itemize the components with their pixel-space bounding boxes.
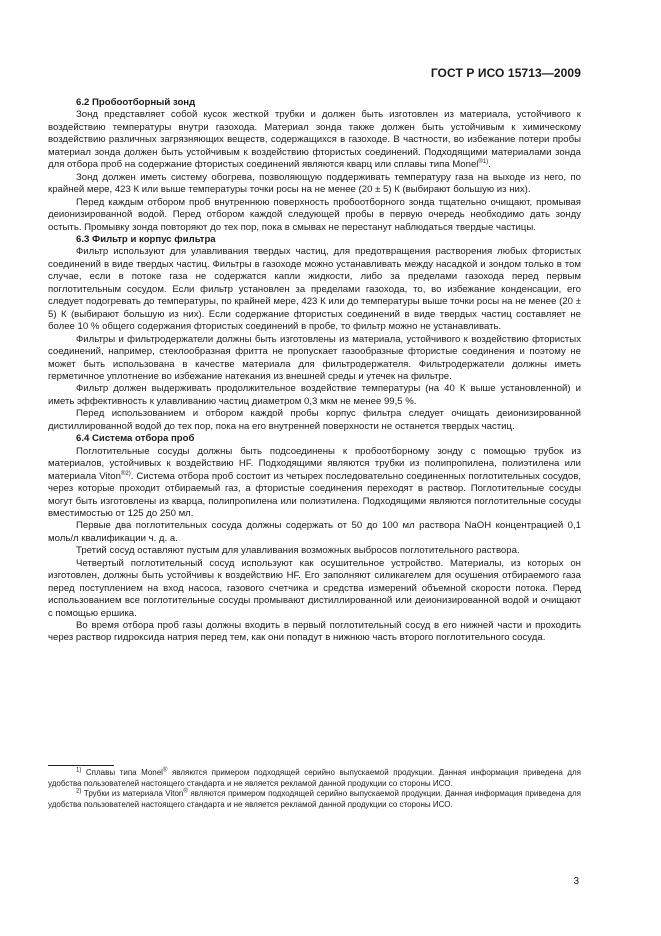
paragraph: Зонд представляет собой кусок жесткой трубки и должен быть изготовлен из материала, устойчивого к воздействию температуры внутри газохода. Материал зонда также должен быть устойчивым к химическому воздействию различных загрязняющих веществ, содержащихся в газоходе. В частности, во избежание потери пробы материал зонда должен быть устойчивым к воздействию фтористых соединений. Подходящими материалами зонда для отбора проб на содержание фтористых соединений являются кварц или сплавы типа Monel$^{®1)}$. [48,109,581,171]
paragraph: Фильтры и фильтродержатели должны быть изготовлены из материала, устойчивого к воздействию фтористых соединений, например, стеклообразная фритта не пропускает газообразные фтористые соединения и поэтому не может быть использована в качестве материала для фильтродержателя. Фильтродержатели должны иметь герметичное уплотнение во избежание натекания из внешней среды и утечек на фильтре. [48,333,581,382]
footnotes [48,768,581,810]
footnote-ref: ®2) [120,470,131,477]
paragraph: Зонд должен иметь систему обогрева, позволяющую поддерживать температуру газа на выходе из него, по крайней мере, 423 К или выше температуры точки росы на не менее (20 ± 5) К (выбирают большую из них). [48,171,581,196]
paragraph: Фильтр используют для улавливания твердых частиц, для предотвращения растворения любых фтористых соединений в виде твердых частиц. Фильтры в газоходе можно устанавливать между насадкой и зондом только в том случае, если в потоке газа не содержатся капли жидкости, либо за пределами газохода перед первым поглотительным сосудом. Если фильтр установлен за пределами газохода, то, во избежание конденсации, его следует подогревать до температуры, по крайней мере, 423 К или до температуры выше точки росы на не менее (20 ± 5) К (выбирают большую из них). Если содержание фтористых соединений в виде твердых частиц составляет не более 10 % общего содержания фтористых соединений в пробе, то фильтр можно не устанавливать. [48,246,581,333]
paragraph: Третий сосуд оставляют пустым для улавливания возможных выбросов поглотительного раствора. [76,545,520,557]
paragraph: Четвертый поглотительный сосуд используют как осушительное устройство. Материалы, из которых он изготовлен, должны быть устойчивы к воздействию HF. Его заполняют силикагелем для осушения отбираемого газа перед поступлением на вход насоса, газового счетчика и средства измерений объемной скорости потока. Перед использованием все поглотительные сосуды промывают дистиллированной или деионизированной водой и очищают с помощью ершика. [48,557,581,619]
paragraph: Во время отбора проб газы должны входить в первый поглотительный сосуд в его нижней части и проходить через раствор гидроксида натрия перед тем, как они попадут в нижнюю часть второго поглотительного сосуда. [48,620,581,644]
section-heading-6-3: 6.3 Фильтр и корпус фильтра [76,233,216,245]
paragraph: Фильтр должен выдерживать продолжительное воздействие температуры (на 40 К выше установленной) и иметь эффективность к улавливанию частиц диаметром 0,3 мкм не менее 99,5 %. [48,383,581,407]
paragraph: Перед каждым отбором проб внутреннюю поверхность пробоотборного зонда тщательно очищают, промывая деионизированной водой. Перед отбором каждой следующей пробы в первую очередь необходимо дать зонду остыть. Промывку зонда повторяют до тех пор, пока в смывах не перестанут наблюдаться твердые частицы. [48,196,581,233]
document-header: ГОСТ Р ИСО 15713—2009 [430,66,581,80]
footnote: $^{1)}$ Сплавы типа Monel® являются примером подходящей серийно выпускаемой продукции. Данная информация приведена для удобства пользователей настоящего стандарта и не является рекламой данной продукции со стороны ИСО. [48,767,581,788]
paragraph: Перед использованием и отбором каждой пробы корпус фильтра следует очищать деионизированной дистиллированной водой до тех пор, пока на его внутренней поверхности не останется твердых частиц. [48,408,581,432]
footnote: $^{2)}$ Трубки из материала Viton® являются примером подходящей серийно выпускаемой продукции. Данная информация приведена для удобства пользователей настоящего стандарта и не является рекламой данной продукции со стороны ИСО. [48,788,581,809]
paragraph: Поглотительные сосуды должны быть подсоединены к пробоотборному зонду с помощью трубок из материалов, устойчивых к воздействию HF. Подходящими являются трубки из полипропилена, полиэтилена или материала Viton$^{®2)}$. Система отбора проб состоит из четырех последовательно соединенных поглотительных сосудов, через которые проходит отбираемый газ, а фтористые соединения переходят в раствор. Поглотительные сосуды могут быть изготовлены из кварца, полипропилена или полиэтилена. Подходящими являются поглотительные сосуды вместимостью от 125 до 250 мл. [48,445,581,519]
section-heading-6-2: 6.2 Пробоотборный зонд [76,97,196,108]
footnote-ref: ®1) [478,159,489,166]
paragraph: Первые два поглотительных сосуда должны содержать от 50 до 100 мл раствора NaOH концентрацией 0,1 моль/л квалификации ч. д. а. [48,520,581,544]
footnote-divider [48,765,114,766]
section-heading-6-4: 6.4 Система отбора проб [76,433,195,445]
document-body [48,97,581,645]
page-number: 3 [573,876,579,887]
